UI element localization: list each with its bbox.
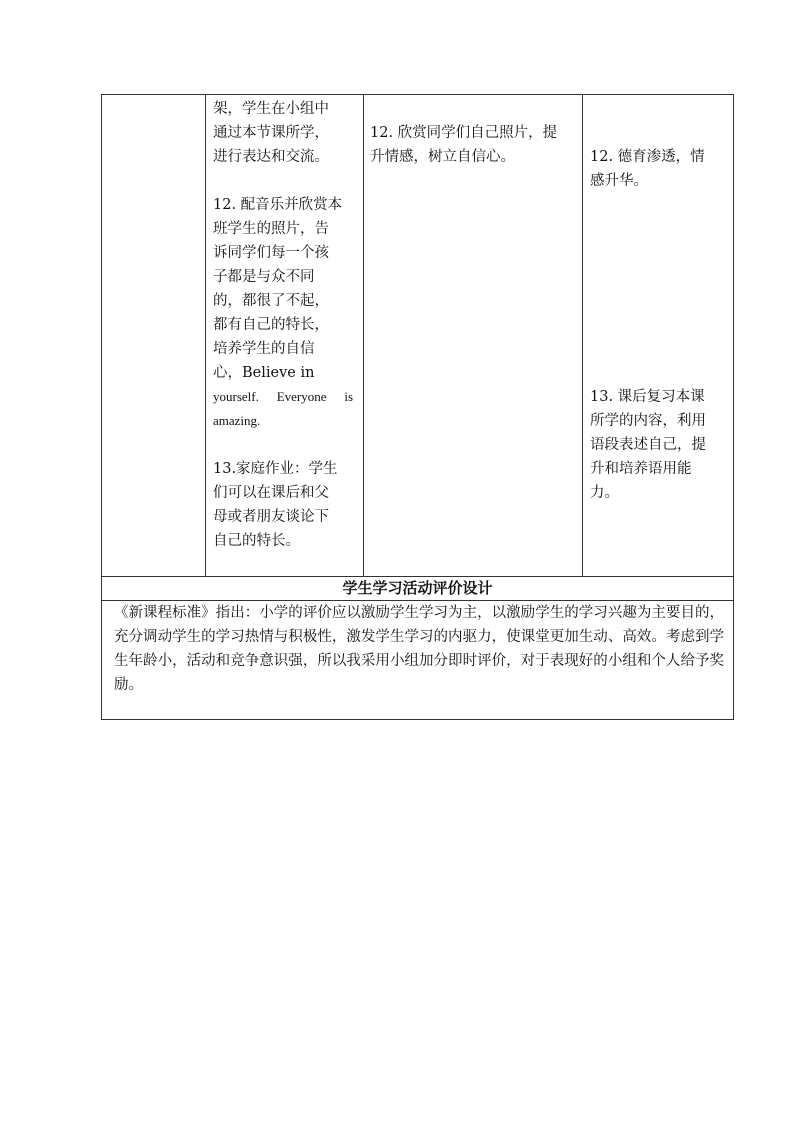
text-line: 力。 xyxy=(590,485,619,501)
text-line: 感升华。 xyxy=(590,173,648,189)
text-line: 心，Believe in xyxy=(213,365,315,381)
text-line: 语段表述自己，提 xyxy=(590,437,706,453)
text-line: 通过本节课所学， xyxy=(213,125,329,141)
text-line: 都有自己的特长， xyxy=(213,317,329,333)
text-line: 架，学生在小组中 xyxy=(213,101,329,117)
text-line: 升和培养语用能 xyxy=(590,461,692,477)
english-word: is xyxy=(344,389,353,404)
text-line: 12. 配音乐并欣赏本 xyxy=(213,197,343,213)
evaluation-paragraph: 《新课程标准》指出：小学的评价应以激励学生学习为主，以激励学生的学习兴趣为主要目的，充分调动学生的学习热情与积极性，激发学生学习的内驱力，使课堂更加生动、高效。考虑到学生年龄小，活动和竞争意识强，所以我采用小组加分即时评价，对于表现好的小组和个人给予奖励。 xyxy=(114,605,724,693)
text-line: 的，都很了不起， xyxy=(213,293,329,309)
text-line: 13.家庭作业：学生 xyxy=(213,461,338,477)
text-line: 诉同学们每一个孩 xyxy=(213,245,329,261)
text-line: 12. 欣赏同学们自己照片，提 xyxy=(370,125,558,141)
text-line: 12. 德育渗透，情 xyxy=(590,149,705,165)
design-intent-cell xyxy=(590,385,728,505)
student-activity-cell xyxy=(370,121,575,169)
text-line: 培养学生的自信 xyxy=(213,341,315,357)
text-line: 升情感，树立自信心。 xyxy=(370,149,515,165)
text-line: 所学的内容，利用 xyxy=(590,413,706,429)
english-line xyxy=(213,385,353,409)
text-line: 班学生的照片，告 xyxy=(213,221,329,237)
text-line: 自己的特长。 xyxy=(213,533,300,549)
text-line: 13. 课后复习本课 xyxy=(590,389,705,405)
text-line: 进行表达和交流。 xyxy=(213,149,329,165)
text-line: 子都是与众不同 xyxy=(213,269,315,285)
english-word: yourself. xyxy=(213,389,259,404)
column-divider xyxy=(205,94,206,576)
english-word: Everyone xyxy=(276,389,327,404)
english-line: amazing. xyxy=(213,413,261,428)
text-line: 们可以在课后和父 xyxy=(213,485,329,501)
column-divider xyxy=(363,94,364,576)
text-line: 母或者朋友谈论下 xyxy=(213,509,329,525)
section-title: 学生学习活动评价设计 xyxy=(342,579,493,597)
design-intent-cell xyxy=(590,145,728,193)
column-divider xyxy=(582,94,583,576)
teacher-activity-cell xyxy=(213,97,353,553)
